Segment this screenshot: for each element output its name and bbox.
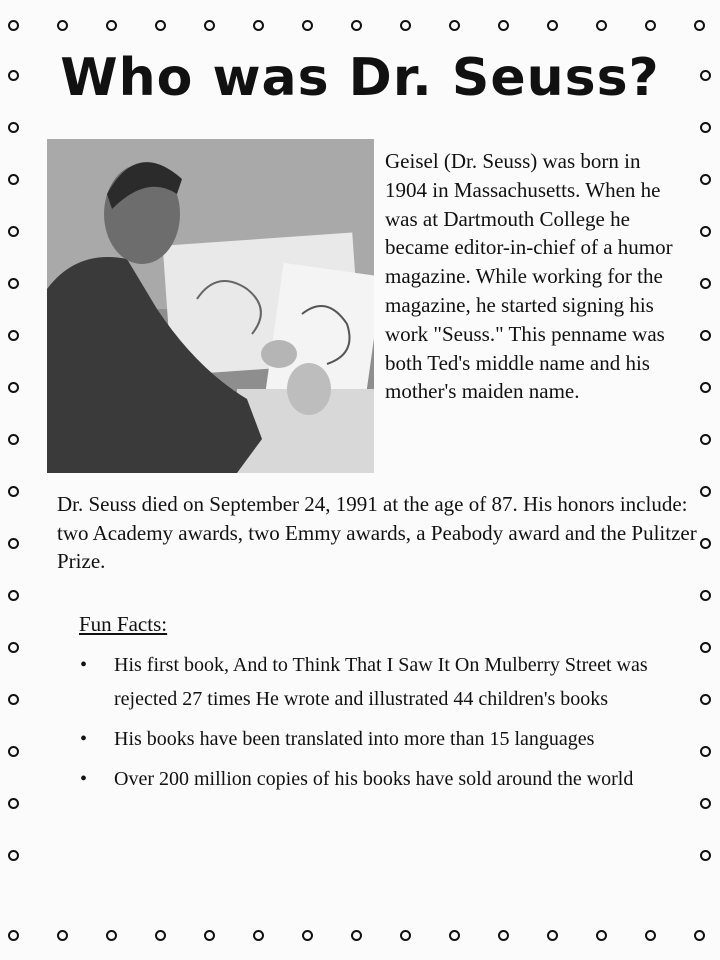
bullet-icon: •	[80, 728, 88, 750]
border-dot-icon	[204, 930, 215, 941]
border-dot-icon	[547, 930, 558, 941]
portrait-photo	[47, 139, 374, 473]
border-dot-icon	[596, 20, 607, 31]
border-dot-icon	[253, 930, 264, 941]
list-item	[76, 762, 666, 796]
border-dot-icon	[8, 642, 19, 653]
border-dot-icon	[8, 382, 19, 393]
list-item	[76, 722, 666, 756]
border-dot-icon	[8, 930, 19, 941]
border-dot-icon	[8, 798, 19, 809]
border-dot-icon	[498, 930, 509, 941]
border-dot-icon	[700, 434, 711, 445]
border-dot-icon	[8, 434, 19, 445]
fact-text: Over 200 million copies of his books have sold around the world	[114, 768, 634, 790]
border-dot-icon	[700, 590, 711, 601]
border-dot-icon	[700, 382, 711, 393]
fun-facts-list	[76, 648, 666, 802]
border-dot-icon	[700, 850, 711, 861]
border-dot-icon	[351, 930, 362, 941]
border-dot-icon	[351, 20, 362, 31]
bio-paragraph: Geisel (Dr. Seuss) was born in 1904 in Massachusetts. When he was at Dartmouth College he became editor-in-chief of a humor magazine. While working for the magazine, he started signing his work "Seuss." This penname was both Ted's middle name and his mother's maiden name.	[385, 149, 673, 404]
portrait-photo-icon	[47, 139, 374, 473]
border-dot-icon	[400, 930, 411, 941]
border-dot-icon	[700, 486, 711, 497]
border-dot-icon	[8, 486, 19, 497]
border-dot-icon	[57, 930, 68, 941]
list-item	[76, 648, 666, 716]
bio-paragraph-continued: Dr. Seuss died on September 24, 1991 at the age of 87. His honors include: two Academy awards, two Emmy awards, a Peabody award and the Pulitzer Prize.	[57, 492, 697, 573]
bullet-icon: •	[80, 768, 88, 790]
border-dot-icon	[700, 798, 711, 809]
border-dot-icon	[8, 694, 19, 705]
fact-text: His first book, And to Think That I Saw It On Mulberry Street was rejected 27 times He wrote and illustrated 44 children's books	[114, 654, 648, 710]
border-dot-icon	[8, 746, 19, 757]
border-dot-icon	[155, 930, 166, 941]
border-dot-icon	[155, 20, 166, 31]
border-dot-icon	[645, 930, 656, 941]
border-dot-icon	[449, 930, 460, 941]
border-dot-icon	[700, 642, 711, 653]
border-dot-icon	[694, 930, 705, 941]
border-dot-icon	[302, 20, 313, 31]
border-dot-icon	[700, 330, 711, 341]
border-dot-icon	[645, 20, 656, 31]
border-dot-icon	[700, 538, 711, 549]
page-title: Who was Dr. Seuss?	[60, 48, 660, 108]
border-dot-icon	[8, 122, 19, 133]
border-dot-icon	[8, 226, 19, 237]
border-dot-icon	[694, 20, 705, 31]
border-dot-icon	[700, 746, 711, 757]
fact-text: His books have been translated into more than 15 languages	[114, 728, 595, 750]
border-dot-icon	[57, 20, 68, 31]
border-dot-icon	[547, 20, 558, 31]
border-dot-icon	[8, 278, 19, 289]
border-dot-icon	[700, 122, 711, 133]
border-dot-icon	[302, 930, 313, 941]
border-dot-icon	[8, 590, 19, 601]
border-dot-icon	[106, 20, 117, 31]
bullet-icon: •	[80, 654, 88, 676]
border-dot-icon	[8, 20, 19, 31]
border-dot-icon	[8, 538, 19, 549]
border-dot-icon	[700, 694, 711, 705]
border-dot-icon	[204, 20, 215, 31]
border-dot-icon	[106, 930, 117, 941]
border-dot-icon	[498, 20, 509, 31]
border-dot-icon	[700, 226, 711, 237]
border-dot-icon	[700, 174, 711, 185]
border-dot-icon	[449, 20, 460, 31]
border-dot-icon	[596, 930, 607, 941]
border-dot-icon	[8, 174, 19, 185]
border-dot-icon	[700, 278, 711, 289]
border-dot-icon	[8, 330, 19, 341]
fun-facts-heading: Fun Facts:	[79, 612, 168, 636]
border-dot-icon	[400, 20, 411, 31]
border-dot-icon	[8, 850, 19, 861]
border-dot-icon	[253, 20, 264, 31]
